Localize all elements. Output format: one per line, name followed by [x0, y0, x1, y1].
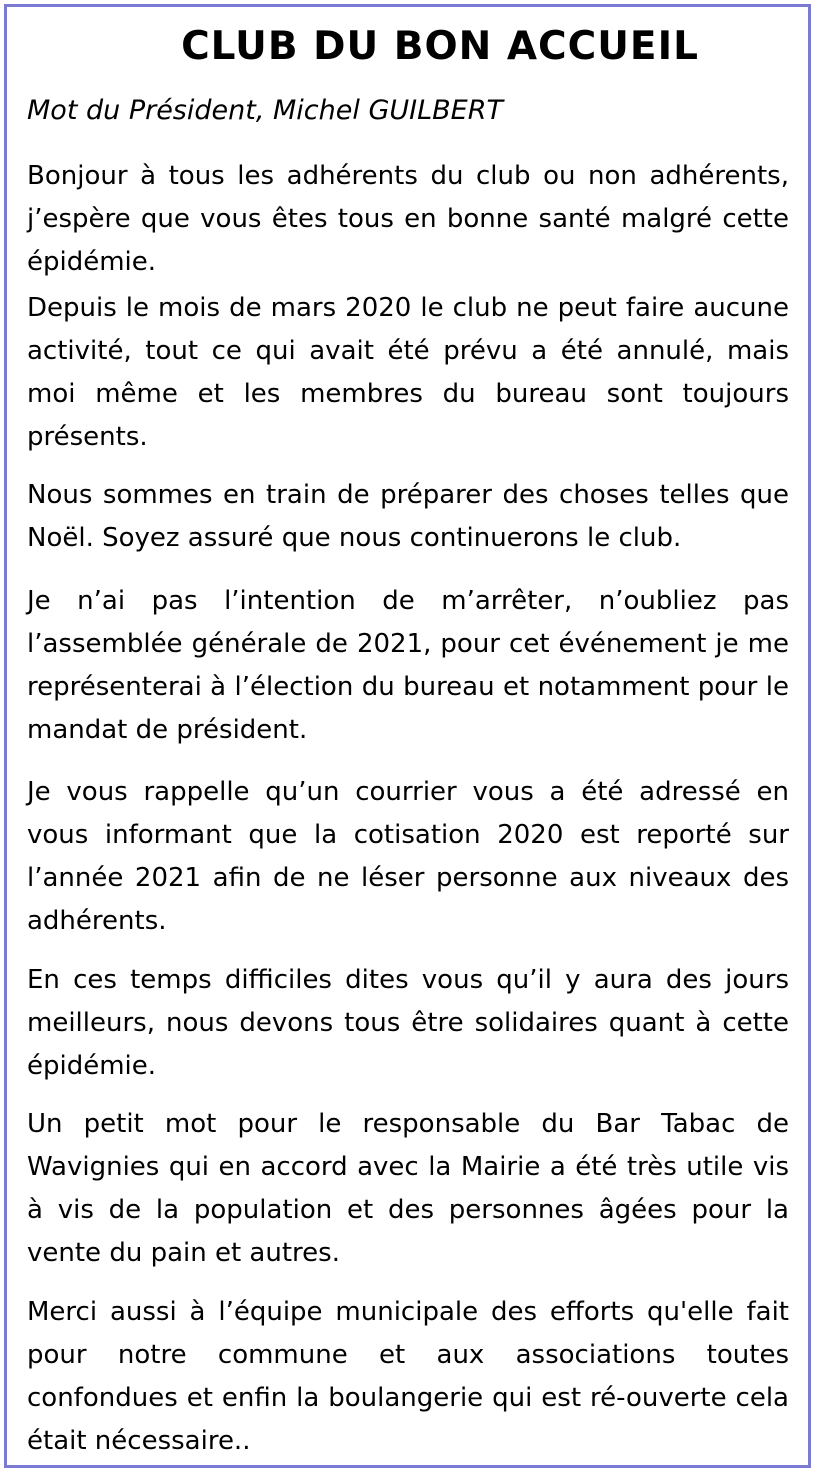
paragraph-election: Je n’ai pas l’intention de m’arrêter, n’oubliez pas l’assemblée générale de 2021, pour cet événement je me représenterai à l’élection du bureau et notamment pour le mandat de président.: [27, 586, 789, 745]
paragraph-preparations: Nous sommes en train de préparer des choses telles que Noël. Soyez assuré que nous continuerons le club.: [27, 480, 789, 553]
paragraph-activities: Depuis le mois de mars 2020 le club ne peut faire aucune activité, tout ce qui avait été prévu a été annulé, mais moi même et les membres du bureau sont toujours présents.: [27, 293, 789, 452]
paragraph-thanks: Merci aussi à l’équipe municipale des efforts qu'elle fait pour notre commune et aux associations toutes confondues et enfin la boulangerie qui est ré-ouverte cela était nécessaire..: [27, 1297, 789, 1456]
article-title: CLUB DU BON ACCUEIL: [181, 24, 699, 69]
paragraph-cotisation: Je vous rappelle qu’un courrier vous a été adressé en vous informant que la cotisation 2020 est reporté sur l’année 2021 afin de ne léser personne aux niveaux des adhérents.: [27, 777, 789, 936]
paragraph-solidarity: En ces temps difficiles dites vous qu’il y aura des jours meilleurs, nous devons tous être solidaires quant à cette épidémie.: [27, 965, 789, 1081]
paragraph-bar-tabac: Un petit mot pour le responsable du Bar Tabac de Wavignies qui en accord avec la Mairie a été très utile vis à vis de la population et des personnes âgées pour la vente du pain et autres.: [27, 1109, 789, 1268]
paragraph-greeting: Bonjour à tous les adhérents du club ou non adhérents, j’espère que vous êtes tous en bonne santé malgré cette épidémie.: [27, 161, 789, 277]
article-subtitle: Mot du Président, Michel GUILBERT: [27, 95, 503, 126]
